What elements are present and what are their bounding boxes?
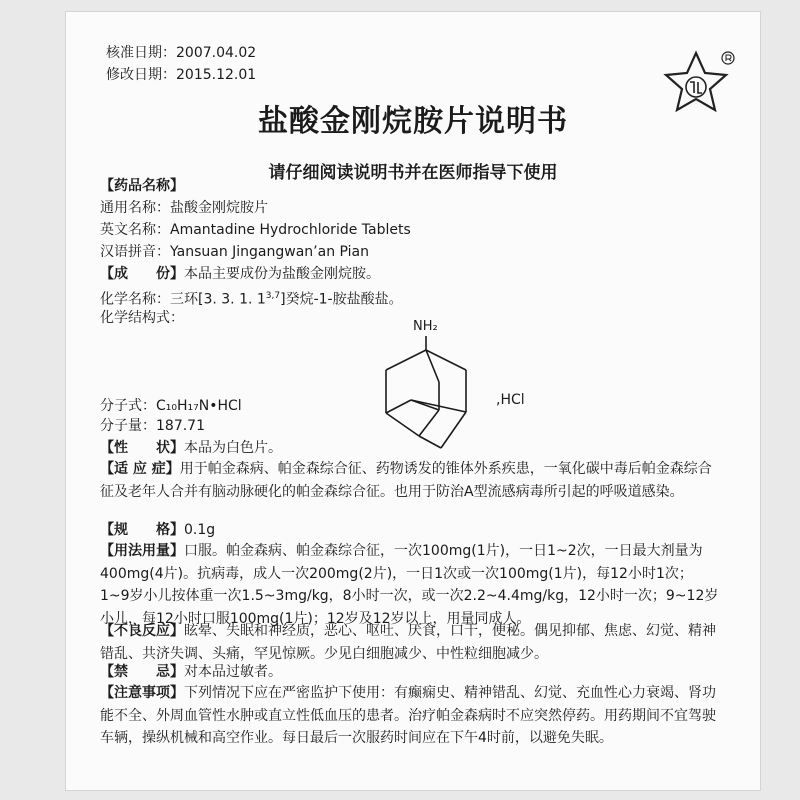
page-subtitle: 请仔细阅读说明书并在医师指导下使用 [268, 163, 558, 183]
specification-heading: 【规 格】 [100, 522, 184, 538]
composition-heading: 【成 份】 [100, 266, 184, 282]
generic-name: 通用名称：盐酸金刚烷胺片 [100, 200, 268, 216]
precautions-heading: 【注意事项】 [100, 685, 184, 701]
page-title: 盐酸金刚烷胺片说明书 [258, 104, 568, 139]
dosage [100, 540, 720, 630]
hcl-label: ,HCl [496, 392, 525, 408]
contraindications-text: 对本品过敏者。 [184, 664, 282, 680]
adverse-reactions [100, 620, 720, 665]
dosage-text: 口服。帕金森病、帕金森综合征，一次100mg(1片)，一日1~2次，一日最大剂量为400mg(4片)。抗病毒，成人一次200mg(2片)，一日1次或一次100mg(1片)，每12小时1次；1~9岁小儿按体重一次1.5~3mg/kg，8小时一次，或一次2.2~4.4mg/kg，12小时一次；9~12岁小儿，每12小时口服100mg(1片)；12岁及12岁以上，用量同成人。 [100, 543, 719, 627]
indications-text: 用于帕金森病、帕金森综合征、药物诱发的锥体外系疾患，一氧化碳中毒后帕金森综合征及老年人合并有脑动脉硬化的帕金森综合征。也用于防治A型流感病毒所引起的呼吸道感染。 [100, 461, 712, 500]
pinyin-name: 汉语拼音：Yansuan Jingangwan’an Pian [100, 244, 369, 260]
nh2-label: NH₂ [413, 319, 438, 334]
structure-label: 化学结构式： [100, 310, 184, 326]
composition [100, 264, 380, 284]
precautions [100, 682, 720, 750]
revision-date: 修改日期：2015.12.01 [106, 67, 257, 83]
chemical-name: 化学名称：三环[3. 3. 1. 1$^{3,7}$]癸烷-1-胺盐酸盐。 [100, 291, 403, 308]
contraindications [100, 662, 282, 682]
leaflet-sheet [66, 12, 760, 790]
description-text: 本品为白色片。 [184, 440, 282, 456]
specification-text: 0.1g [184, 522, 216, 538]
english-name: 英文名称：Amantadine Hydrochloride Tablets [100, 222, 411, 238]
composition-text: 本品主要成份为盐酸金刚烷胺。 [184, 266, 380, 282]
molecular-weight: 分子量：187.71 [100, 418, 205, 434]
description-heading: 【性 状】 [100, 440, 184, 456]
description [100, 438, 282, 458]
adverse-text: 眩晕、失眠和神经质，恶心、呕吐、厌食，口干，便秘。偶见抑郁、焦虑、幻觉、精神错乱、共济失调、头痛，罕见惊厥。少见白细胞减少、中性粒细胞减少。 [100, 623, 716, 662]
contraindications-heading: 【禁 忌】 [100, 664, 184, 680]
molecular-formula: 分子式：C₁₀H₁₇N•HCl [100, 398, 242, 414]
indications [100, 458, 720, 503]
dates-block [106, 42, 256, 86]
precautions-text: 下列情况下应在严密监护下使用：有癫痫史、精神错乱、幻觉、充血性心力衰竭、肾功能不全、外周血管性水肿或直立性低血压的患者。治疗帕金森病时不应突然停药。用药期间不宜驾驶车辆，操纵机械和高空作业。每日最后一次服药时间应在下午4时前，以避免失眠。 [100, 685, 716, 746]
adverse-heading: 【不良反应】 [100, 623, 184, 639]
approval-date: 核准日期：2007.04.02 [106, 45, 257, 61]
adamantane-structure [311, 308, 511, 458]
drug-name-heading: 【药品名称】 [100, 178, 184, 194]
indications-heading: 【适 应 症】 [100, 461, 180, 477]
dosage-heading: 【用法用量】 [100, 543, 184, 559]
specification [100, 520, 215, 540]
